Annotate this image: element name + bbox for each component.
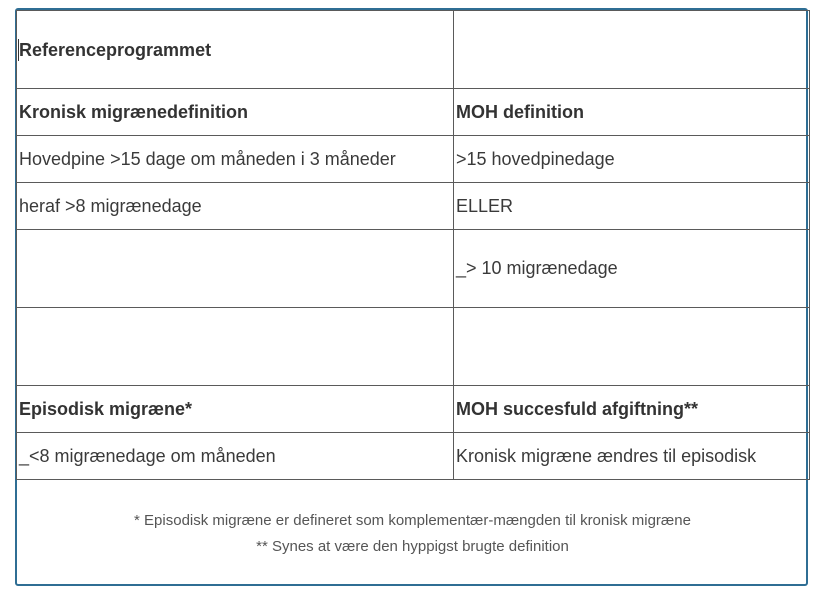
table-cell[interactable] — [454, 89, 810, 136]
cell-text: >15 hovedpinedage — [456, 148, 615, 169]
heading-episodic-migraine: Episodisk migræne* — [19, 398, 193, 419]
table-row — [17, 136, 810, 183]
cell-text: _> 10 migrænedage — [456, 258, 618, 278]
table-cell[interactable] — [454, 386, 810, 433]
table-cell[interactable] — [454, 183, 810, 230]
table-cell[interactable] — [17, 11, 454, 89]
footnotes — [17, 508, 808, 560]
cell-text: heraf >8 migrænedage — [19, 195, 202, 216]
table-cell[interactable] — [17, 89, 454, 136]
cell-text: Hovedpine >15 dage om måneden i 3 måneder — [19, 148, 396, 169]
table-row — [17, 89, 810, 136]
table-cell[interactable] — [454, 11, 810, 89]
table-row — [17, 230, 810, 308]
footnote-common-definition: ** Synes at være den hyppigst brugte definition — [256, 538, 569, 555]
table-cell[interactable] — [454, 433, 810, 480]
cell-text: _<8 migrænedage om måneden — [19, 445, 276, 466]
table-cell[interactable] — [17, 183, 454, 230]
cell-text: ELLER — [456, 195, 514, 216]
table-cell[interactable] — [17, 136, 454, 183]
table-cell[interactable] — [17, 386, 454, 433]
table-row — [17, 433, 810, 480]
table-cell[interactable] — [454, 136, 810, 183]
table-cell[interactable] — [454, 308, 810, 386]
table-cell[interactable] — [17, 230, 454, 308]
footnote-episodic: * Episodisk migræne er defineret som komplementær-mængden til kronisk migræne — [134, 512, 691, 529]
heading-chronic-definition: Kronisk migrænedefinition — [19, 101, 249, 122]
table-cell[interactable] — [17, 433, 454, 480]
table-row — [17, 308, 810, 386]
definition-table — [16, 10, 810, 480]
table-cell[interactable] — [17, 308, 454, 386]
cell-text: Kronisk migræne ændres til episodisk — [456, 445, 757, 466]
heading-moh-definition: MOH definition — [456, 101, 584, 122]
table-heading-reference: Referenceprogrammet — [19, 39, 212, 60]
table-row — [17, 11, 810, 89]
table-row — [17, 183, 810, 230]
heading-moh-detox: MOH succesfuld afgiftning** — [456, 398, 699, 419]
table-cell[interactable] — [454, 230, 810, 308]
table-row — [17, 386, 810, 433]
